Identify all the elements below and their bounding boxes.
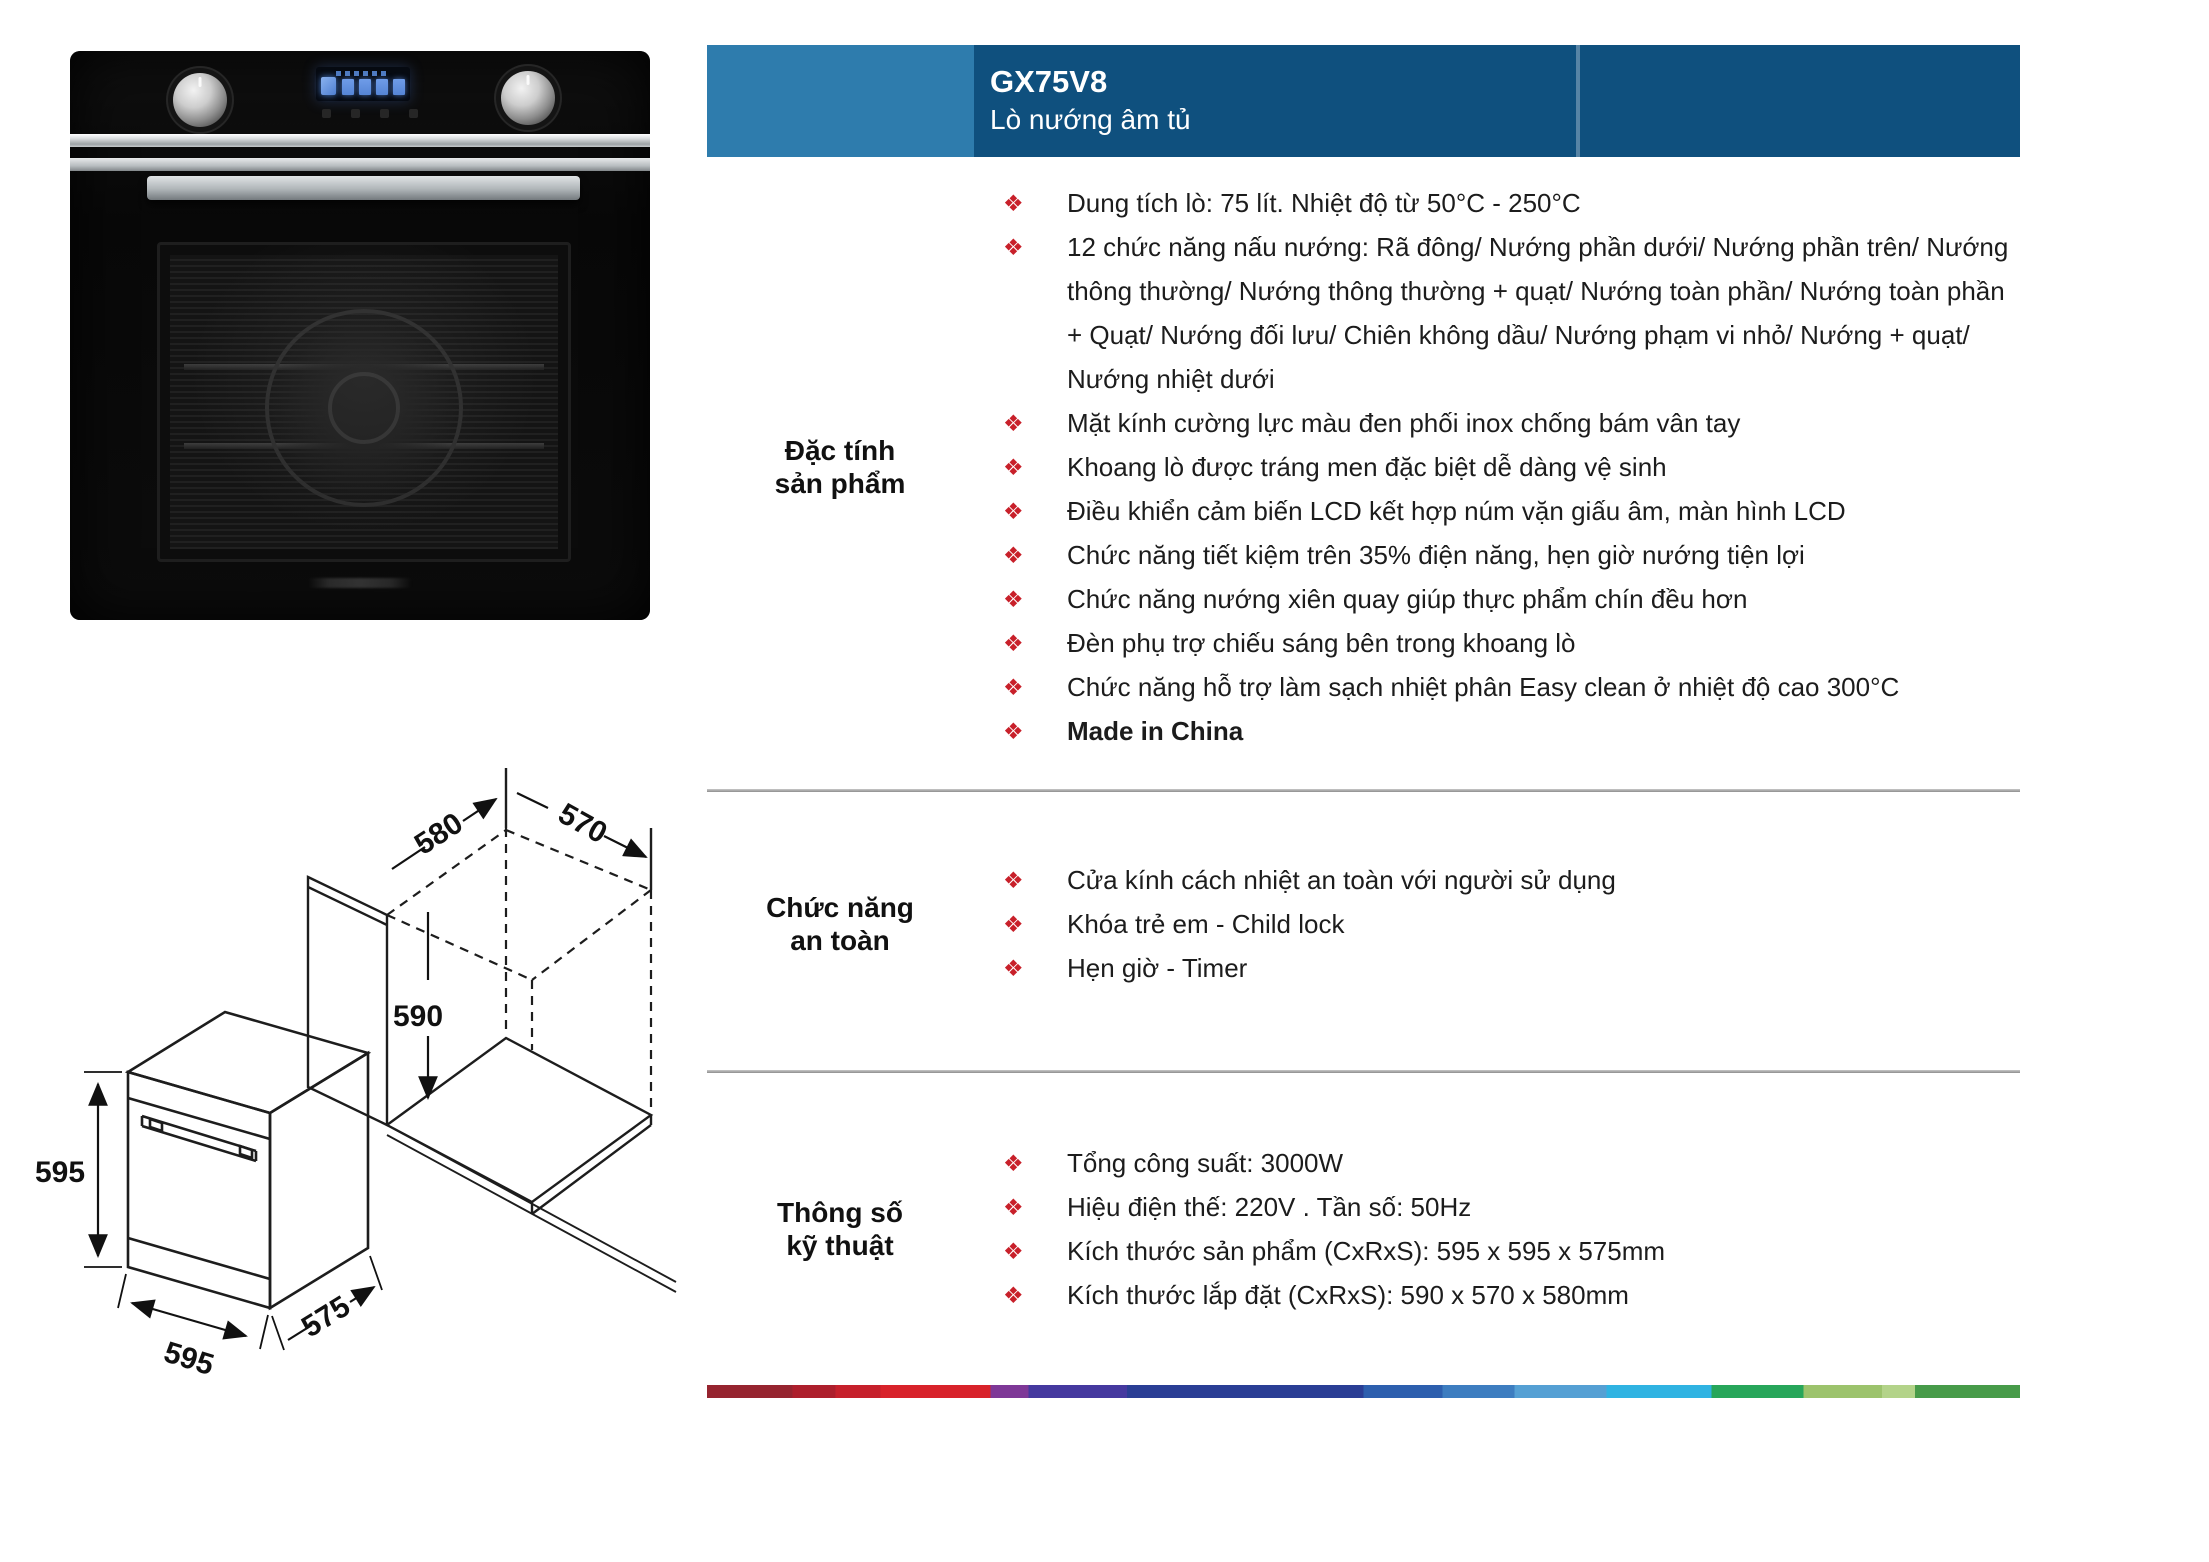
lcd-mode-block <box>321 77 336 95</box>
diamond-bullet-icon: ❖ <box>1003 1194 1024 1220</box>
item-text: Made in China <box>1067 716 1244 746</box>
header-accent-cell <box>707 45 974 157</box>
diamond-bullet-icon: ❖ <box>1003 867 1024 893</box>
diamond-bullet-icon: ❖ <box>1003 911 1024 937</box>
section-features <box>707 181 2020 753</box>
list-item <box>1003 1273 2020 1317</box>
dimension-arrows <box>84 793 646 1350</box>
label-line: Đặc tính <box>784 435 896 466</box>
list-item <box>1003 709 2020 753</box>
niche-depth-label: 580 <box>408 806 469 862</box>
diamond-bullet-icon: ❖ <box>1003 1238 1024 1264</box>
touch-control-icons <box>322 109 418 118</box>
section-specs <box>707 1141 2020 1317</box>
item-text: Cửa kính cách nhiệt an toàn với người sử dụng <box>1067 865 1616 895</box>
list-item <box>1003 665 2020 709</box>
item-text: Khoang lò được tráng men đặc biệt dễ dàng vệ sinh <box>1067 452 1667 482</box>
installation-dimensions-diagram <box>0 740 680 1383</box>
section-safety-label <box>707 891 973 957</box>
diamond-bullet-icon: ❖ <box>1003 454 1024 480</box>
oven-depth-label: 575 <box>295 1289 356 1345</box>
diamond-bullet-icon: ❖ <box>1003 674 1024 700</box>
door-glass-window <box>157 242 571 562</box>
brand-logo <box>308 578 412 588</box>
section-safety <box>707 858 2020 990</box>
list-item <box>1003 577 2020 621</box>
specs-list <box>973 1141 2020 1317</box>
list-item <box>1003 445 2020 489</box>
list-item <box>1003 946 2020 990</box>
oven-height-label: 595 <box>34 1156 86 1189</box>
list-item <box>1003 858 2020 902</box>
item-text: Điều khiển cảm biến LCD kết hợp núm vặn giấu âm, màn hình LCD <box>1067 496 1846 526</box>
item-text: Dung tích lò: 75 lít. Nhiệt độ từ 50°C - 250°C <box>1067 188 1581 218</box>
label-line: sản phẩm <box>774 468 906 499</box>
item-text: Chức năng nướng xiên quay giúp thực phẩm chín đều hơn <box>1067 584 1748 614</box>
cabinet-niche-outline <box>308 768 676 1292</box>
lcd-digits <box>342 79 405 95</box>
item-text: Kích thước sản phẩm (CxRxS): 595 x 595 x 575mm <box>1067 1236 1666 1266</box>
niche-width-label: 570 <box>552 797 613 851</box>
door-handle <box>147 176 580 200</box>
section-specs-label <box>707 1196 973 1262</box>
steel-trim-strip <box>70 134 650 147</box>
list-item <box>1003 401 2020 445</box>
niche-height-label: 590 <box>392 1000 444 1033</box>
diamond-bullet-icon: ❖ <box>1003 234 1024 260</box>
item-text: Kích thước lắp đặt (CxRxS): 590 x 570 x 580mm <box>1067 1280 1629 1310</box>
diamond-bullet-icon: ❖ <box>1003 498 1024 524</box>
oven-width-label: 595 <box>160 1335 218 1383</box>
list-item <box>1003 181 2020 225</box>
label-line: Chức năng <box>766 892 914 923</box>
diamond-bullet-icon: ❖ <box>1003 955 1024 981</box>
item-text: 12 chức năng nấu nướng: Rã đông/ Nướng phần dưới/ Nướng phần trên/ Nướng thông thường/ Nướng thông thường + quạt/ Nướng toàn phần/ Nướng toàn phần + Quạt/ Nướng đối lưu/ Chiên không dầu/ Nướng phạm vi nhỏ/ Nướng + quạt/ Nướng nhiệt dưới <box>1067 232 2009 394</box>
oven-right-knob <box>501 71 555 125</box>
product-type: Lò nướng âm tủ <box>990 104 1191 135</box>
item-text: Hiệu điện thế: 220V . Tần số: 50Hz <box>1067 1192 1472 1222</box>
list-item <box>1003 1229 2020 1273</box>
diamond-bullet-icon: ❖ <box>1003 1282 1024 1308</box>
list-item <box>1003 1141 2020 1185</box>
brand-color-bar <box>707 1385 2020 1398</box>
item-text: Chức năng hỗ trợ làm sạch nhiệt phân Easy clean ở nhiệt độ cao 300°C <box>1067 672 1900 702</box>
safety-list <box>973 858 2020 990</box>
diamond-bullet-icon: ❖ <box>1003 1150 1024 1176</box>
diamond-bullet-icon: ❖ <box>1003 630 1024 656</box>
list-item <box>1003 621 2020 665</box>
oven-outline <box>128 1012 368 1308</box>
diamond-bullet-icon: ❖ <box>1003 718 1024 744</box>
item-text: Chức năng tiết kiệm trên 35% điện năng, hẹn giờ nướng tiện lợi <box>1067 540 1805 570</box>
header-title-cell <box>974 45 2020 157</box>
section-divider <box>707 789 2020 792</box>
product-model: GX75V8 <box>990 64 1108 99</box>
product-photo <box>70 51 650 620</box>
section-divider <box>707 1070 2020 1073</box>
door-top-strip <box>70 158 650 171</box>
lcd-icon-row <box>336 71 386 76</box>
oven-lcd-display <box>316 67 410 101</box>
diamond-bullet-icon: ❖ <box>1003 410 1024 436</box>
item-text: Khóa trẻ em - Child lock <box>1067 909 1345 939</box>
list-item <box>1003 902 2020 946</box>
feature-list <box>973 181 2020 753</box>
label-line: kỹ thuật <box>786 1230 894 1261</box>
diamond-bullet-icon: ❖ <box>1003 190 1024 216</box>
item-text: Mặt kính cường lực màu đen phối inox chống bám vân tay <box>1067 408 1741 438</box>
header-divider <box>1576 45 1580 157</box>
item-text: Tổng công suất: 3000W <box>1067 1148 1344 1178</box>
oven-left-knob <box>173 73 227 127</box>
label-line: Thông số <box>777 1197 903 1228</box>
spec-content-column <box>707 45 2020 1398</box>
glass-reflection <box>160 245 568 559</box>
list-item <box>1003 225 2020 401</box>
item-text: Đèn phụ trợ chiếu sáng bên trong khoang lò <box>1067 628 1576 658</box>
list-item <box>1003 533 2020 577</box>
list-item <box>1003 489 2020 533</box>
diamond-bullet-icon: ❖ <box>1003 586 1024 612</box>
list-item <box>1003 1185 2020 1229</box>
item-text: Hẹn giờ - Timer <box>1067 953 1248 983</box>
label-line: an toàn <box>790 925 890 956</box>
diamond-bullet-icon: ❖ <box>1003 542 1024 568</box>
product-header <box>707 45 2020 157</box>
section-features-label <box>707 434 973 500</box>
